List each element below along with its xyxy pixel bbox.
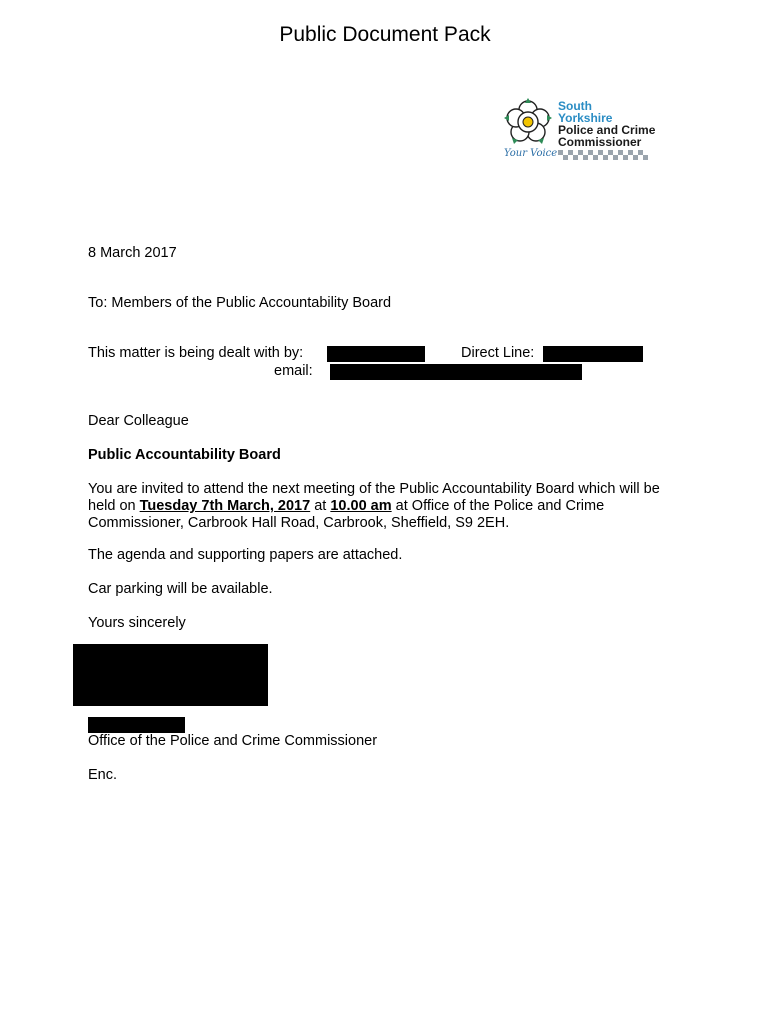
agenda-note: The agenda and supporting papers are attached. bbox=[88, 547, 403, 563]
logo-line-1: South bbox=[558, 99, 592, 113]
invite-text-2: at bbox=[310, 498, 331, 514]
logo-tagline: Your Voice bbox=[504, 148, 558, 159]
pcc-logo bbox=[500, 96, 680, 166]
redacted-signature bbox=[73, 644, 268, 706]
redacted-phone bbox=[543, 346, 643, 362]
dealt-with-label: This matter is being dealt with by: bbox=[88, 345, 304, 361]
redacted-email bbox=[330, 364, 582, 380]
logo-line-2: Yorkshire bbox=[558, 111, 613, 125]
email-label: email: bbox=[274, 363, 313, 379]
salutation: Dear Colleague bbox=[88, 413, 189, 429]
letter-date: 8 March 2017 bbox=[88, 245, 177, 261]
closing: Yours sincerely bbox=[88, 615, 186, 631]
meeting-date: Tuesday 7th March, 2017 bbox=[139, 498, 311, 514]
logo-line-4: Commissioner bbox=[558, 135, 642, 149]
to-line: To: Members of the Public Accountability Board bbox=[88, 295, 392, 311]
parking-note: Car parking will be available. bbox=[88, 581, 273, 597]
logo-wordmark bbox=[558, 100, 655, 148]
white-rose-icon bbox=[500, 96, 556, 148]
invite-text-3: at Office of the Police and Crime Commissioner, Carbrook Hall Road, Carbrook, Sheffield, S9 2EH. bbox=[88, 498, 605, 531]
direct-line-label: Direct Line: bbox=[461, 345, 535, 361]
pack-title: Public Document Pack bbox=[279, 23, 491, 46]
redacted-name bbox=[327, 346, 425, 362]
invite-text-1: You are invited to attend the next meeting of the Public Accountability Board which will be held on bbox=[88, 481, 660, 514]
invite-paragraph bbox=[88, 481, 688, 532]
redacted-signatory bbox=[88, 717, 185, 733]
letter-heading: Public Accountability Board bbox=[88, 447, 281, 463]
logo-line-3: Police and Crime bbox=[558, 123, 656, 137]
enclosure: Enc. bbox=[88, 767, 118, 783]
checker-band bbox=[558, 150, 648, 160]
meeting-time: 10.00 am bbox=[330, 498, 392, 514]
office-line: Office of the Police and Crime Commissioner bbox=[88, 733, 378, 749]
